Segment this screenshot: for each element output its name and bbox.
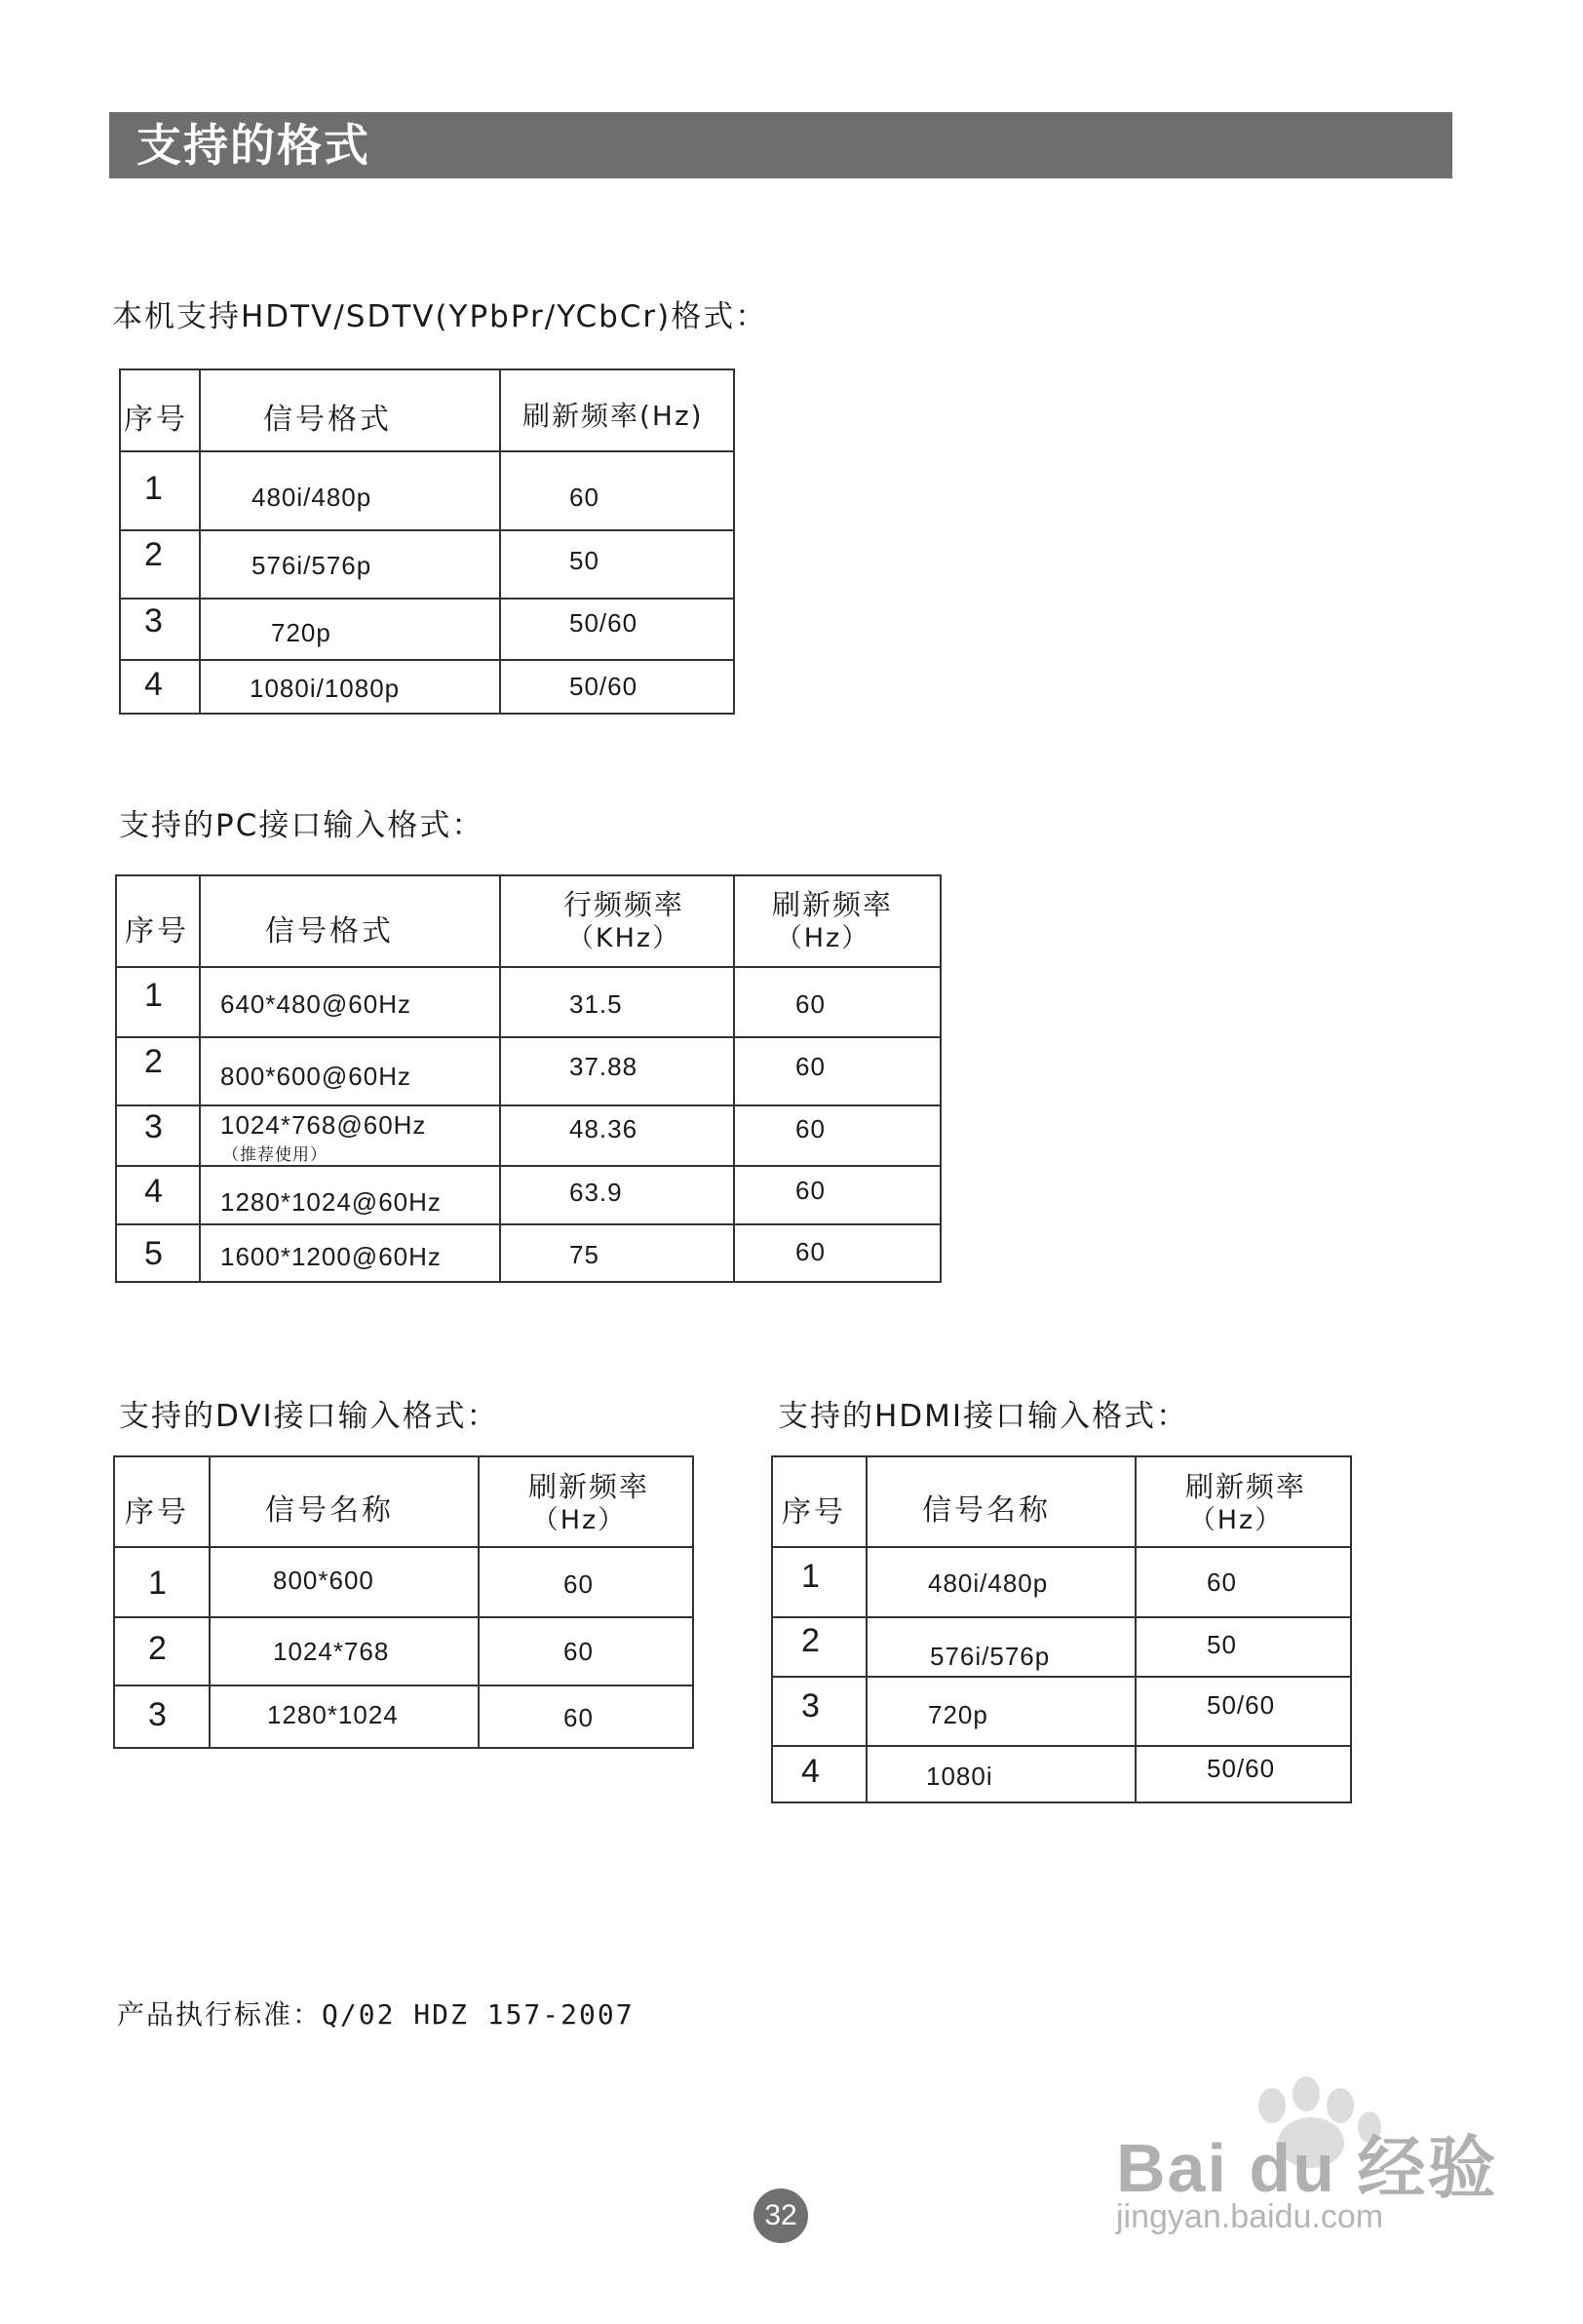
table-cell: 720p xyxy=(928,1700,988,1729)
dvi-header-refresh-unit: （Hz） xyxy=(531,1505,627,1535)
watermark-brand: Bai du 经验 xyxy=(1116,2130,1498,2206)
table-cell: 60 xyxy=(795,1114,826,1143)
table-cell: 60 xyxy=(569,483,599,512)
pc-header-refresh-unit: （Hz） xyxy=(775,923,870,953)
dvi-caption: 支持的DVI接口输入格式： xyxy=(119,1399,499,1434)
table-cell: 60 xyxy=(563,1703,594,1732)
hdmi-header-index: 序号 xyxy=(782,1495,846,1530)
table-cell: 1280*1024@60Hz xyxy=(220,1187,442,1217)
table-cell: 1024*768@60Hz xyxy=(220,1110,427,1140)
table-cell: 60 xyxy=(795,989,826,1019)
table-cell: 1 xyxy=(148,1565,167,1602)
page-title: 支持的格式 xyxy=(136,119,370,172)
table-cell: 37.88 xyxy=(569,1052,638,1081)
table-cell: 1600*1200@60Hz xyxy=(220,1242,442,1271)
table-cell: 480i/480p xyxy=(928,1569,1049,1598)
hdmi-header-name: 信号名称 xyxy=(922,1493,1051,1528)
pc-header-refresh: 刷新频率 xyxy=(771,888,893,921)
pc-header-index: 序号 xyxy=(125,914,189,949)
table-cell: 1080i xyxy=(926,1762,993,1791)
table-cell: 3 xyxy=(148,1696,167,1733)
table-cell: 50/60 xyxy=(1207,1690,1276,1720)
table-cell: 1 xyxy=(144,470,163,507)
table-cell: 2 xyxy=(144,536,163,573)
table-cell: 48.36 xyxy=(569,1114,638,1143)
hdmi-header-refresh-unit: （Hz） xyxy=(1188,1505,1284,1535)
table-cell: 60 xyxy=(1207,1568,1237,1597)
table-cell: 50 xyxy=(569,546,599,575)
table-cell: 50/60 xyxy=(1207,1754,1276,1783)
table-cell: 60 xyxy=(563,1637,594,1666)
hdmi-header-refresh: 刷新频率 xyxy=(1184,1470,1306,1503)
table-cell: 800*600 xyxy=(273,1566,374,1595)
table-cell: 1 xyxy=(801,1558,820,1595)
table-cell: 2 xyxy=(144,1043,163,1080)
table-cell: 1 xyxy=(144,977,163,1014)
table-cell: 50/60 xyxy=(569,608,638,638)
table-cell: 31.5 xyxy=(569,989,623,1019)
hdtv-header-refresh: 刷新频率(Hz) xyxy=(522,400,704,432)
table-cell: 1280*1024 xyxy=(267,1700,399,1729)
table-cell: 60 xyxy=(795,1052,826,1081)
table-cell: 4 xyxy=(144,1173,163,1210)
table-cell: 60 xyxy=(563,1569,594,1599)
hdtv-caption: 本机支持HDTV/SDTV(YPbPr/YCbCr)格式： xyxy=(112,299,768,334)
pc-header-format: 信号格式 xyxy=(265,914,394,949)
table-cell: 480i/480p xyxy=(251,483,372,512)
table-cell: 576i/576p xyxy=(930,1642,1051,1671)
table-cell: 800*600@60Hz xyxy=(220,1062,411,1091)
table-cell: 75 xyxy=(569,1240,599,1269)
table-cell: 5 xyxy=(144,1235,163,1272)
product-standard-note: 产品执行标准：Q/02 HDZ 157-2007 xyxy=(117,1998,635,2031)
watermark-url: jingyan.baidu.com xyxy=(1116,2198,1384,2235)
table-cell: 1024*768 xyxy=(273,1637,390,1666)
pc-header-hfreq-unit: （KHz） xyxy=(566,923,681,953)
dvi-header-index: 序号 xyxy=(125,1495,189,1530)
table-cell: 2 xyxy=(801,1622,820,1659)
table-cell: 60 xyxy=(795,1176,826,1205)
table-cell: 3 xyxy=(144,602,163,639)
recommended-note: （推荐使用） xyxy=(222,1145,328,1165)
pc-caption: 支持的PC接口输入格式： xyxy=(119,808,484,843)
table-cell: 576i/576p xyxy=(251,551,372,580)
table-cell: 3 xyxy=(801,1687,820,1724)
table-cell: 1080i/1080p xyxy=(250,674,401,703)
table-cell: 3 xyxy=(144,1108,163,1145)
table-cell: 63.9 xyxy=(569,1178,623,1207)
table-cell: 2 xyxy=(148,1630,167,1667)
dvi-header-refresh: 刷新频率 xyxy=(527,1470,649,1503)
table-cell: 720p xyxy=(271,618,331,647)
pc-header-hfreq: 行频频率 xyxy=(562,888,684,921)
table-cell: 4 xyxy=(144,666,163,703)
table-cell: 640*480@60Hz xyxy=(220,989,411,1019)
section-header-bar xyxy=(109,112,1452,178)
hdtv-header-format: 信号格式 xyxy=(263,403,392,437)
table-cell: 50 xyxy=(1207,1630,1237,1659)
page-number: 32 xyxy=(753,2188,808,2243)
hdtv-header-index: 序号 xyxy=(124,403,188,437)
hdmi-caption: 支持的HDMI接口输入格式： xyxy=(778,1399,1189,1434)
table-cell: 60 xyxy=(795,1237,826,1266)
table-cell: 4 xyxy=(801,1753,820,1790)
dvi-header-name: 信号名称 xyxy=(265,1493,394,1528)
table-cell: 50/60 xyxy=(569,672,638,701)
